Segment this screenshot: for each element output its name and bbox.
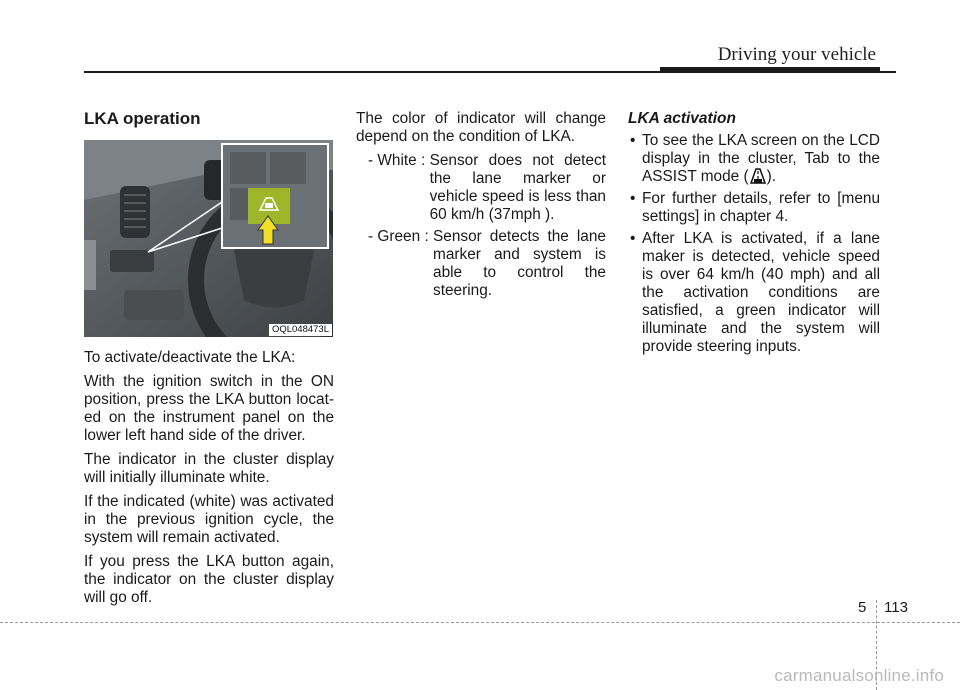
list-item-text: For further details, refer to [menu settings] in chapter 4. [642, 190, 880, 225]
definition-desc: Sensor detects the lane marker and system is able to control the steering. [433, 228, 606, 299]
paragraph: If the indicated (white) was activated in the previous ignition cycle, the system will remain activated. [84, 493, 334, 546]
bullet-list [628, 132, 880, 356]
paragraph: To activate/deactivate the LKA: [84, 349, 296, 366]
chapter-number: 5 [858, 599, 867, 616]
watermark: carmanualsonline.info [774, 666, 944, 685]
page-number: 113 [884, 599, 908, 616]
middle-column [356, 110, 606, 304]
figure-code: OQL048473L [269, 324, 332, 336]
list-item [628, 190, 880, 226]
bullet-glyph: • [630, 132, 636, 149]
definition-green [368, 228, 606, 300]
definition-white [368, 152, 606, 224]
lka-road-icon [749, 168, 767, 184]
list-item [628, 132, 880, 186]
dashboard-illustration [84, 140, 333, 337]
section-heading: LKA operation [84, 109, 201, 128]
list-item-text-end: ). [766, 168, 777, 185]
definition-list [356, 152, 606, 300]
definition-term: - White : [368, 152, 430, 169]
right-column [628, 110, 880, 360]
header-title: Driving your vehicle [717, 44, 876, 65]
subsection-heading: LKA activation [628, 110, 736, 127]
header-rule-thick [660, 67, 880, 73]
definition-desc: Sensor does not detect the lane marker or vehicle speed is less than 60 km/h (37mph ). [429, 152, 606, 223]
footer-divider [0, 622, 960, 623]
paragraph: The indicator in the cluster display will initially illuminate white. [84, 451, 334, 486]
list-item-text: After LKA is activated, if a lane maker is detected, vehicle speed is over 64 km/h (40 mph) and all the activation conditions are satisfied, a green indicator will illuminate and the system will provide steering inputs. [642, 230, 880, 355]
left-column [84, 110, 334, 613]
paragraph: With the ignition switch in the ON position, press the LKA button locat- ed on the instrument panel on the lower left hand side of the driver. [84, 373, 334, 444]
list-item-text: To see the LKA screen on the LCD display in the cluster, Tab to the ASSIST mode ( [642, 132, 880, 185]
bullet-glyph: • [630, 230, 636, 247]
intro-text: The color of indicator will change depend on the condition of LKA. [356, 110, 606, 145]
bullet-glyph: • [630, 190, 636, 207]
dashboard-figure [84, 140, 333, 337]
list-item [628, 230, 880, 356]
paragraph: If you press the LKA button again, the indicator on the cluster display will go off. [84, 553, 334, 606]
definition-term: - Green : [368, 228, 434, 245]
